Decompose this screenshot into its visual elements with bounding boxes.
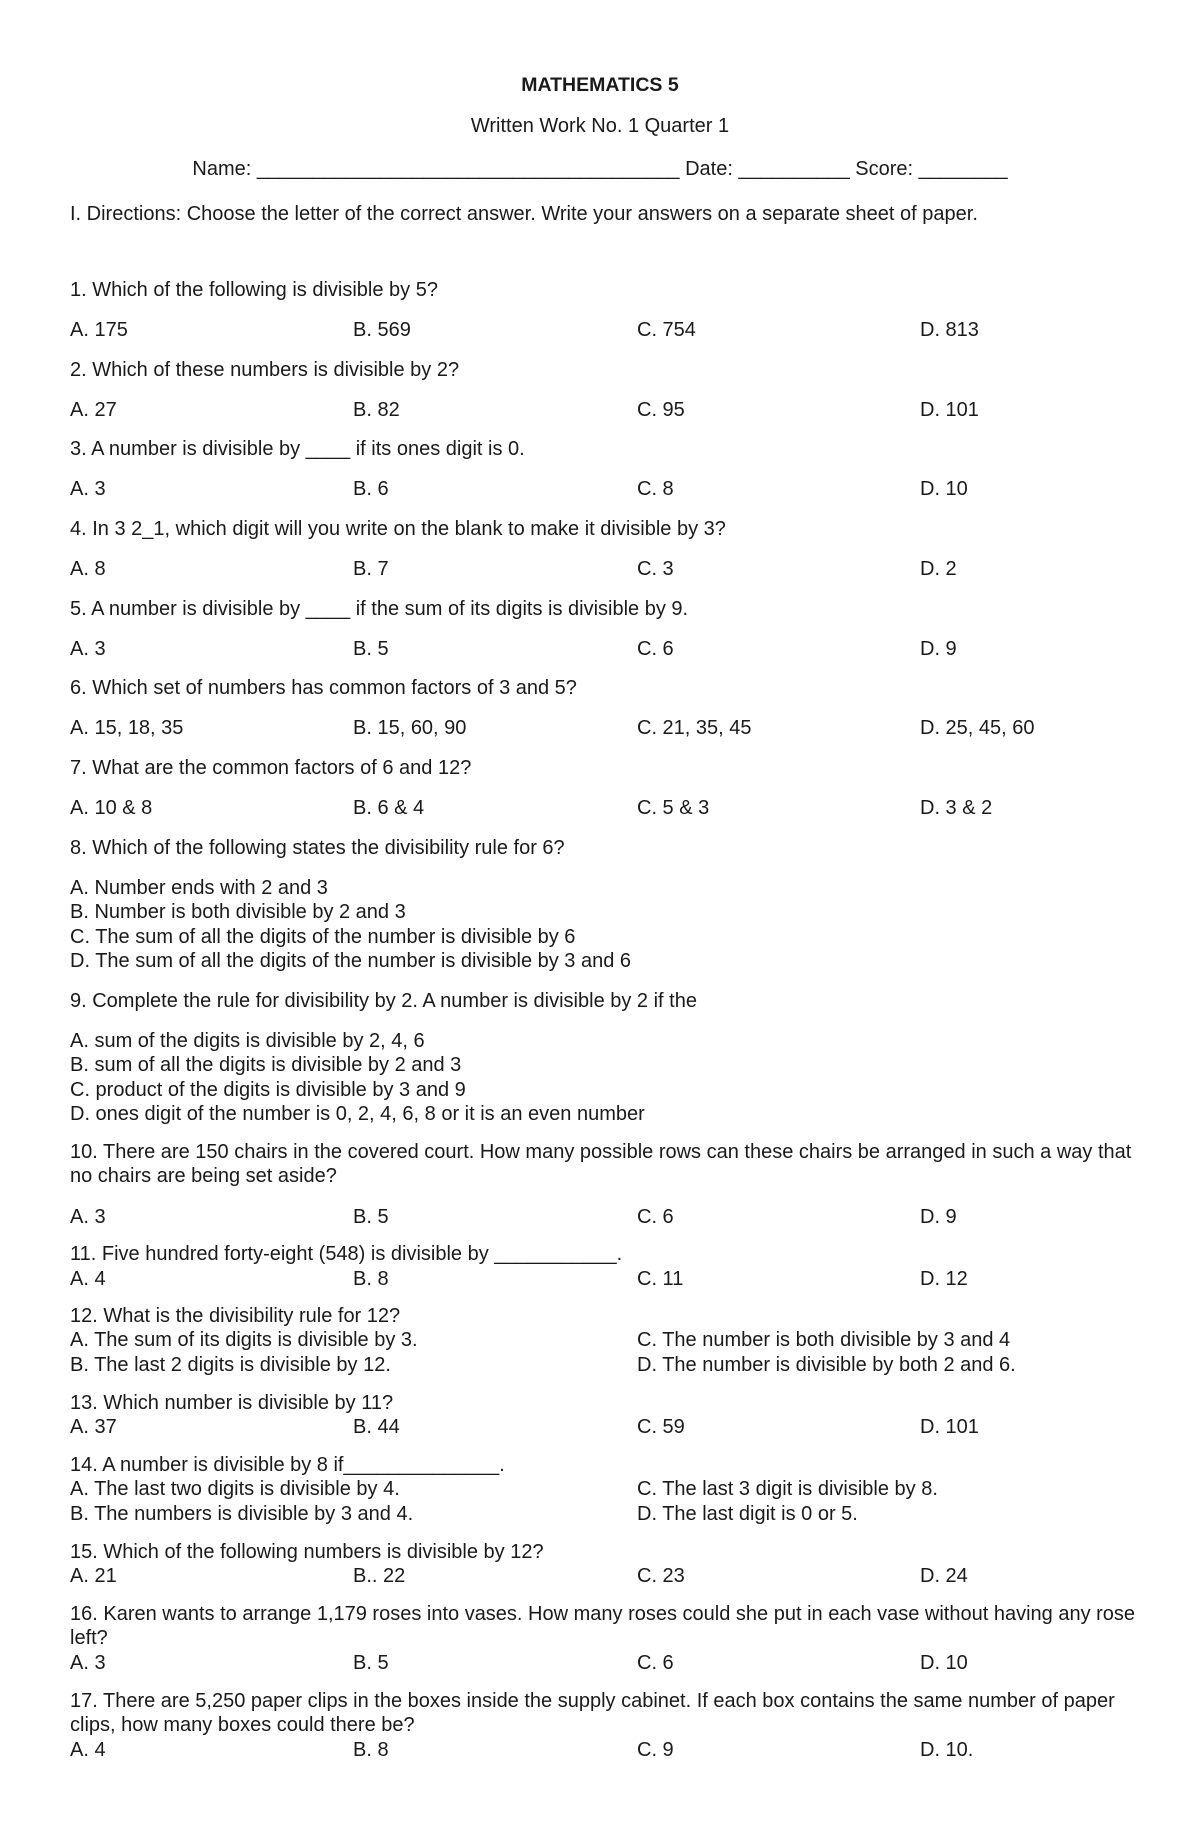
choice-b: B. 82 bbox=[353, 399, 400, 421]
choice-b: B. 7 bbox=[353, 558, 389, 580]
question-text: 12. What is the divisibility rule for 12? bbox=[70, 1305, 401, 1327]
choice-c: C. product of the digits is divisible by 3 and 9 bbox=[70, 1079, 466, 1101]
choice-a: A. 15, 18, 35 bbox=[70, 717, 184, 739]
choice-d: D. 25, 45, 60 bbox=[920, 717, 1035, 739]
choice-b: B. 569 bbox=[353, 319, 411, 341]
choice-d: D. 10 bbox=[920, 1652, 968, 1674]
choice-a: A. 27 bbox=[70, 399, 117, 421]
name-date-score-line: Name: ______________________________________ Date: __________ Score: ________ bbox=[192, 158, 1008, 180]
choice-a: A. 175 bbox=[70, 319, 128, 341]
choice-a: A. Number ends with 2 and 3 bbox=[70, 877, 328, 899]
choice-a: A. 3 bbox=[70, 1206, 106, 1228]
choice-c: C. 6 bbox=[637, 1206, 674, 1228]
choice-c: C. 21, 35, 45 bbox=[637, 717, 752, 739]
choice-d: D. 9 bbox=[920, 638, 957, 660]
question-text: 16. Karen wants to arrange 1,179 roses into vases. How many roses could she put in each vase without having any rose left? bbox=[70, 1603, 1136, 1649]
choice-d: D. 10 bbox=[920, 478, 968, 500]
choice-b: B. 6 & 4 bbox=[353, 797, 425, 819]
choice-d: D. 813 bbox=[920, 319, 979, 341]
question-text: 5. A number is divisible by ____ if the sum of its digits is divisible by 9. bbox=[70, 598, 689, 620]
choice-a: A. 4 bbox=[70, 1268, 106, 1290]
page-subtitle: Written Work No. 1 Quarter 1 bbox=[470, 115, 730, 137]
choice-b: B. 5 bbox=[353, 1206, 389, 1228]
choice-c: C. 11 bbox=[637, 1268, 684, 1290]
question-text: 4. In 3 2_1, which digit will you write on the blank to make it divisible by 3? bbox=[70, 518, 726, 540]
choice-b: B. sum of all the digits is divisible by 2 and 3 bbox=[70, 1054, 462, 1076]
choice-c: C. 9 bbox=[637, 1739, 674, 1761]
choice-c: C. The sum of all the digits of the number is divisible by 6 bbox=[70, 926, 576, 948]
choice-b: B. 5 bbox=[353, 1652, 389, 1674]
choice-d: D. The number is divisible by both 2 and 6. bbox=[637, 1354, 1016, 1376]
choice-d: D. ones digit of the number is 0, 2, 4, 6, 8 or it is an even number bbox=[70, 1103, 645, 1125]
choice-b: B. 8 bbox=[353, 1268, 389, 1290]
choice-c: C. The last 3 digit is divisible by 8. bbox=[637, 1478, 938, 1500]
choice-a: A. sum of the digits is divisible by 2, 4, 6 bbox=[70, 1030, 425, 1052]
choice-a: A. The sum of its digits is divisible by 3. bbox=[70, 1329, 418, 1351]
page-title: MATHEMATICS 5 bbox=[521, 74, 679, 96]
choice-c: C. 95 bbox=[637, 399, 685, 421]
choice-d: D. 12 bbox=[920, 1268, 968, 1290]
choice-a: A. 37 bbox=[70, 1416, 117, 1438]
choice-a: A. The last two digits is divisible by 4. bbox=[70, 1478, 400, 1500]
choice-d: D. 24 bbox=[920, 1565, 968, 1587]
question-text: 9. Complete the rule for divisibility by 2. A number is divisible by 2 if the bbox=[70, 990, 697, 1012]
question-text: 13. Which number is divisible by 11? bbox=[70, 1392, 394, 1414]
question-text: 14. A number is divisible by 8 if______________. bbox=[70, 1454, 505, 1476]
choice-a: A. 8 bbox=[70, 558, 106, 580]
question-text: 1. Which of the following is divisible by 5? bbox=[70, 279, 438, 301]
choice-c: C. 5 & 3 bbox=[637, 797, 710, 819]
choice-b: B. 5 bbox=[353, 638, 389, 660]
choice-d: D. 3 & 2 bbox=[920, 797, 993, 819]
choice-d: D. 10. bbox=[920, 1739, 974, 1761]
question-text: 10. There are 150 chairs in the covered court. How many possible rows can these chairs be arranged in such a way that no chairs are being set aside? bbox=[70, 1141, 1132, 1187]
choice-b: B. The numbers is divisible by 3 and 4. bbox=[70, 1503, 414, 1525]
choice-a: A. 3 bbox=[70, 1652, 106, 1674]
choice-b: B. The last 2 digits is divisible by 12. bbox=[70, 1354, 391, 1376]
choice-c: C. 6 bbox=[637, 1652, 674, 1674]
choice-d: D. 101 bbox=[920, 1416, 979, 1438]
question-text: 6. Which set of numbers has common factors of 3 and 5? bbox=[70, 677, 577, 699]
question-text: 11. Five hundred forty-eight (548) is divisible by ___________. bbox=[70, 1243, 623, 1265]
choice-b: B.. 22 bbox=[353, 1565, 406, 1587]
choice-c: C. 3 bbox=[637, 558, 674, 580]
choice-b: B. 44 bbox=[353, 1416, 400, 1438]
choice-b: B. 15, 60, 90 bbox=[353, 717, 467, 739]
choice-c: C. 8 bbox=[637, 478, 674, 500]
choice-b: B. 8 bbox=[353, 1739, 389, 1761]
choice-c: C. The number is both divisible by 3 and 4 bbox=[637, 1329, 1011, 1351]
choice-a: A. 4 bbox=[70, 1739, 106, 1761]
choice-d: D. The sum of all the digits of the number is divisible by 3 and 6 bbox=[70, 950, 632, 972]
question-text: 8. Which of the following states the divisibility rule for 6? bbox=[70, 837, 565, 859]
question-text: 17. There are 5,250 paper clips in the boxes inside the supply cabinet. If each box contains the same number of paper clips, how many boxes could there be? bbox=[70, 1690, 1115, 1736]
choice-a: A. 21 bbox=[70, 1565, 117, 1587]
choice-c: C. 754 bbox=[637, 319, 696, 341]
choice-a: A. 3 bbox=[70, 478, 106, 500]
question-text: 7. What are the common factors of 6 and 12? bbox=[70, 757, 472, 779]
directions-text: I. Directions: Choose the letter of the correct answer. Write your answers on a separate sheet of paper. bbox=[70, 203, 978, 225]
choice-c: C. 6 bbox=[637, 638, 674, 660]
choice-d: D. The last digit is 0 or 5. bbox=[637, 1503, 858, 1525]
choice-a: A. 10 & 8 bbox=[70, 797, 153, 819]
choice-d: D. 2 bbox=[920, 558, 957, 580]
question-text: 2. Which of these numbers is divisible by 2? bbox=[70, 359, 460, 381]
choice-c: C. 23 bbox=[637, 1565, 685, 1587]
choice-b: B. 6 bbox=[353, 478, 389, 500]
question-text: 3. A number is divisible by ____ if its ones digit is 0. bbox=[70, 438, 525, 460]
choice-d: D. 9 bbox=[920, 1206, 957, 1228]
choice-b: B. Number is both divisible by 2 and 3 bbox=[70, 901, 406, 923]
choice-a: A. 3 bbox=[70, 638, 106, 660]
question-text: 15. Which of the following numbers is divisible by 12? bbox=[70, 1541, 544, 1563]
choice-c: C. 59 bbox=[637, 1416, 685, 1438]
choice-d: D. 101 bbox=[920, 399, 979, 421]
